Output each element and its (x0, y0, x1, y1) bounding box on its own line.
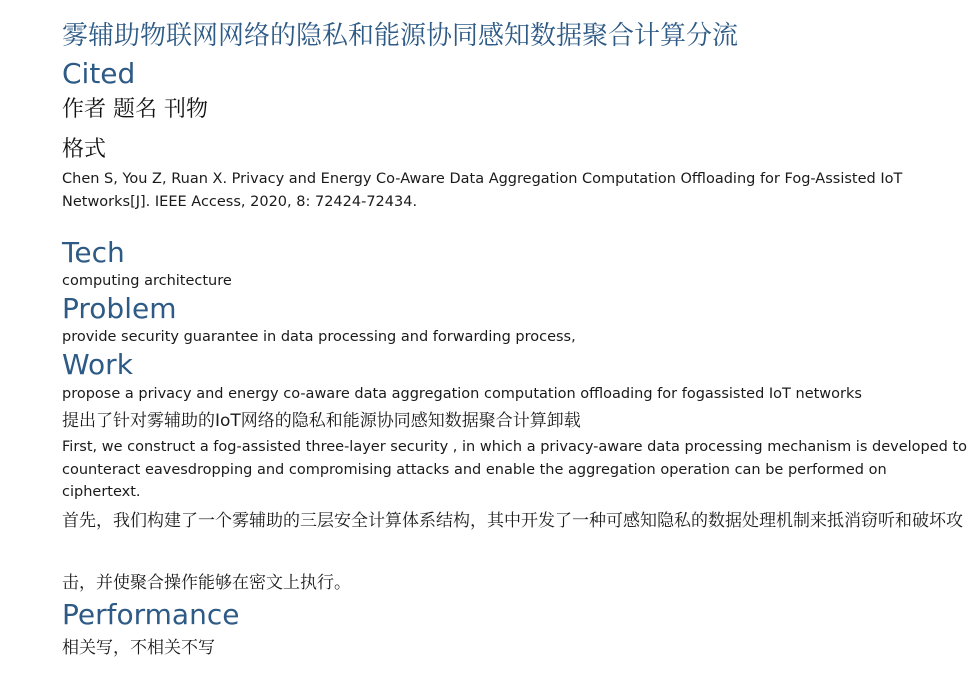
format-heading: 格式 (62, 137, 107, 162)
tech-text: computing architecture (62, 273, 232, 289)
performance-heading: Performance (62, 598, 240, 631)
cited-subheading: 作者 题名 刊物 (62, 97, 208, 122)
citation-text: Chen S, You Z, Ruan X. Privacy and Energy Co-Aware Data Aggregation Computation Offloading for Fog-Assisted IoT Networks[J]. IEEE Access, 2020, 8: 72424-72434. (62, 171, 903, 210)
performance-text: 相关写，不相关不写 (62, 638, 215, 658)
work-text-en-1: propose a privacy and energy co-aware data aggregation computation offloading for fogassisted IoT networks (62, 386, 862, 402)
work-text-cn-2a: 首先，我们构建了一个雾辅助的三层安全计算体系结构，其中开发了一种可感知隐私的数据处理机制来抵消窃听和破坏攻 (62, 511, 963, 531)
work-text-cn-2b: 击，并使聚合操作能够在密文上执行。 (62, 573, 351, 593)
work-text-cn-1: 提出了针对雾辅助的IoT网络的隐私和能源协同感知数据聚合计算卸载 (62, 411, 581, 431)
tech-heading: Tech (62, 236, 125, 269)
cited-heading: Cited (62, 57, 136, 90)
work-text-en-2: First, we construct a fog-assisted three-layer security , in which a privacy-aware data processing mechanism is developed to counteract eavesdropping and compromising attacks and enable the aggregation operation can be performed on ciphertext. (62, 439, 968, 500)
page-title: 雾辅助物联网网络的隐私和能源协同感知数据聚合计算分流 (62, 21, 739, 51)
work-heading: Work (62, 348, 133, 381)
problem-text: provide security guarantee in data processing and forwarding process, (62, 329, 576, 345)
problem-heading: Problem (62, 292, 177, 325)
